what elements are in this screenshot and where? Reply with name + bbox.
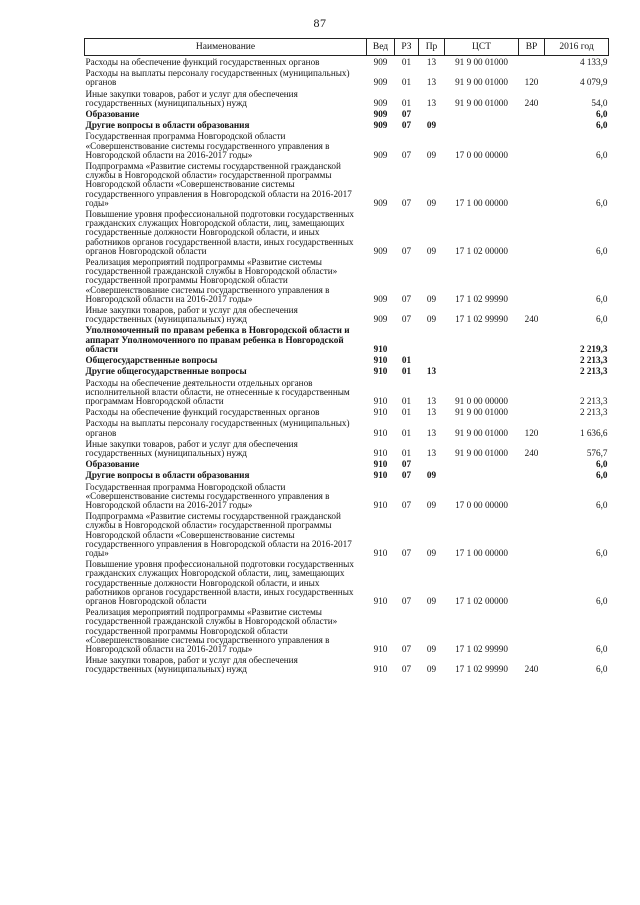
table-row [85,56,609,68]
row-cst: 91 9 00 01000 [455,57,508,67]
row-amount: 6,0 [596,197,608,208]
row-cst: 91 0 00 00000 [455,395,508,406]
row-rz: 01 [401,407,412,418]
row-pr: 13 [426,57,437,67]
row-vr [519,458,545,469]
row-ved: 909 [373,109,388,120]
page-number: 87 [313,16,327,30]
row-rz: 07 [401,459,412,470]
table-row [85,481,609,511]
row-vr [519,256,545,304]
row-ved: 910 [373,643,388,654]
table-row [85,654,609,674]
row-ved: 909 [373,120,388,131]
row-vr: 120 [524,427,539,438]
row-cst: 17 0 00 00000 [455,149,508,160]
row-vr: 240 [524,97,539,108]
table-row [85,438,609,458]
row-rz: 07 [401,664,412,675]
row-rz: 07 [401,314,412,325]
row-pr [419,108,445,119]
row-amount: 6,0 [596,499,608,510]
row-pr: 09 [426,293,437,304]
row-vr [519,510,545,558]
row-ved: 910 [373,407,388,418]
row-name: Расходы на выплаты персоналу государственных (муниципальных) органов [85,68,350,88]
row-rz: 01 [401,57,412,67]
header-amount: 2016 год [545,39,609,56]
row-amount: 6,0 [596,547,608,558]
row-ved: 909 [373,97,388,108]
row-name: Иные закупки товаров, работ и услуг для обеспечения государственных (муниципальных) нужд [85,438,298,458]
table-row [85,354,609,365]
row-pr: 09 [426,595,437,606]
row-cst [445,458,519,469]
header-ved: Вед [367,39,395,56]
row-pr: 09 [426,197,437,208]
row-pr: 13 [426,97,437,108]
row-pr: 13 [426,395,437,406]
row-name: Уполномоченный по правам ребенка в Новгородской области и аппарат Уполномоченного по правам ребенка в Новгородской области [85,325,350,354]
row-rz: 07 [401,109,412,120]
row-pr: 09 [426,547,437,558]
row-amount: 6,0 [596,643,608,654]
row-cst [445,365,519,376]
table-row [85,469,609,480]
row-name: Государственная программа Новгородской области «Совершенствование системы государственного управления в Новгородской области на 2016-2017 годы» [85,481,330,510]
row-ved: 910 [373,470,388,481]
row-vr [519,208,545,256]
header-cst: ЦСТ [445,39,519,56]
row-amount: 6,0 [596,245,608,256]
row-pr: 09 [426,149,437,160]
row-amount: 2 219,3 [579,343,608,354]
row-ved: 910 [373,395,388,406]
row-rz: 07 [401,470,412,481]
table-row [85,88,609,108]
row-vr [519,606,545,654]
row-cst [445,354,519,365]
header-rz: РЗ [395,39,419,56]
row-cst: 91 9 00 01000 [455,407,508,418]
row-cst: 17 0 00 00000 [455,499,508,510]
row-vr: 240 [524,314,539,325]
row-vr [519,377,545,407]
row-ved: 909 [373,245,388,256]
row-rz: 01 [401,395,412,406]
row-name: Расходы на выплаты персоналу государственных (муниципальных) органов [85,418,350,438]
row-cst: 17 1 02 99990 [455,643,508,654]
row-cst: 17 1 02 99990 [455,664,508,675]
row-ved: 909 [373,149,388,160]
row-amount: 2 213,3 [579,395,608,406]
row-name: Реализация мероприятий подпрограммы «Развитие системы государственной гражданской службы в Новгородской области» государственной программы Новгородской области «Совершенствование системы государственного управления в Новгородской области на 2016-2017 годы» [85,607,338,654]
row-amount: 6,0 [596,470,608,481]
row-vr [519,119,545,130]
table-row [85,558,609,606]
row-amount: 6,0 [596,314,608,325]
row-rz: 07 [401,499,412,510]
row-pr: 13 [426,77,437,88]
row-vr [519,406,545,417]
row-cst: 17 1 02 99990 [455,293,508,304]
row-ved: 910 [373,447,388,458]
row-amount: 4 079,9 [579,77,608,88]
row-amount: 54,0 [591,97,608,108]
row-ved: 910 [373,595,388,606]
row-ved: 910 [373,427,388,438]
row-ved: 910 [373,366,388,377]
row-name: Подпрограмма «Развитие системы государственной гражданской службы в Новгородской области» государственной программы Новгородской области «Совершенствование системы государственного управления в Новгородской области на 2016-2017 годы» [85,511,352,558]
table-row [85,256,609,304]
row-vr: 240 [524,447,539,458]
row-rz: 07 [401,120,412,131]
row-pr: 09 [426,245,437,256]
row-rz: 07 [401,293,412,304]
row-pr: 09 [426,470,437,481]
row-cst: 17 1 02 99990 [455,314,508,325]
table-header [85,39,609,56]
table-body [85,56,609,675]
row-rz [395,324,419,354]
table-row [85,417,609,437]
row-amount: 2 213,3 [579,355,608,366]
row-pr [419,324,445,354]
row-rz: 01 [401,77,412,88]
row-name: Расходы на обеспечение функций государственных органов [85,57,320,67]
row-name: Государственная программа Новгородской области «Совершенствование системы государственного управления в Новгородской области на 2016-2017 годы» [85,131,330,160]
row-cst [445,108,519,119]
row-ved: 910 [373,547,388,558]
table-row [85,324,609,354]
row-cst: 17 1 00 00000 [455,547,508,558]
row-name: Образование [85,109,140,120]
row-name: Образование [85,459,140,470]
table-row [85,119,609,130]
row-ved: 909 [373,77,388,88]
row-pr: 13 [426,407,437,418]
row-amount: 4 133,9 [579,57,608,67]
table-row [85,406,609,417]
row-rz: 07 [401,643,412,654]
row-cst: 17 1 00 00000 [455,197,508,208]
row-vr [519,365,545,376]
row-name: Повышение уровня профессиональной подготовки государственных гражданских служащих Новгородской области, лиц, замещающих государственные должности Новгородской области, и иных работников органов государственной власти, иных государственных органов Новгородской области [85,559,354,606]
row-name: Расходы на обеспечение функций государственных органов [85,407,320,418]
row-vr: 240 [524,664,539,675]
header-pr: Пр [419,39,445,56]
table-row [85,108,609,119]
row-amount: 6,0 [596,459,608,470]
table-row [85,130,609,160]
row-pr [419,458,445,469]
row-vr [519,354,545,365]
row-rz: 01 [401,427,412,438]
row-amount: 1 636,6 [579,427,608,438]
budget-table [84,38,609,675]
row-amount: 2 213,3 [579,366,608,377]
header-name: Наименование [85,39,367,56]
row-rz: 01 [401,355,412,366]
row-vr: 120 [524,77,539,88]
row-ved: 909 [373,57,388,67]
row-name: Иные закупки товаров, работ и услуг для обеспечения государственных (муниципальных) нужд [85,655,298,675]
row-vr [519,324,545,354]
row-ved: 910 [373,355,388,366]
table-row [85,208,609,256]
row-amount: 6,0 [596,664,608,675]
row-amount: 6,0 [596,109,608,120]
table-row [85,606,609,654]
table-row [85,510,609,558]
row-amount: 6,0 [596,120,608,131]
row-name: Расходы на обеспечение деятельности отдельных органов исполнительной власти области, не отнесенные к государственным программам Новгородской области [85,377,350,406]
row-pr [419,354,445,365]
row-name: Другие общегосударственные вопросы [85,366,247,377]
row-ved: 910 [373,664,388,675]
row-ved: 910 [373,459,388,470]
row-name: Подпрограмма «Развитие системы государственной гражданской службы в Новгородской области» государственной программы Новгородской области «Совершенствование системы государственного управления в Новгородской области на 2016-2017 годы» [85,161,352,208]
row-pr: 09 [426,643,437,654]
row-cst [445,469,519,480]
row-vr [519,160,545,208]
table-row [85,365,609,376]
row-pr: 09 [426,664,437,675]
row-pr: 13 [426,447,437,458]
table-row [85,304,609,324]
row-ved: 909 [373,197,388,208]
row-pr: 09 [426,499,437,510]
row-name: Реализация мероприятий подпрограммы «Развитие системы государственной гражданской службы в Новгородской области» государственной программы Новгородской области «Совершенствование системы государственного управления в Новгородской области на 2016-2017 годы» [85,257,338,304]
row-cst [445,324,519,354]
table-row [85,377,609,407]
row-rz: 07 [401,595,412,606]
row-rz: 07 [401,547,412,558]
row-cst [445,119,519,130]
table-row [85,160,609,208]
row-cst: 91 9 00 01000 [455,77,508,88]
table-row [85,67,609,87]
row-pr: 13 [426,427,437,438]
row-cst: 91 9 00 01000 [455,427,508,438]
row-cst: 17 1 02 00000 [455,245,508,256]
row-vr [519,469,545,480]
row-amount: 576,7 [586,447,608,458]
row-name: Иные закупки товаров, работ и услуг для обеспечения государственных (муниципальных) нужд [85,88,298,108]
row-vr [519,56,545,68]
row-ved: 909 [373,293,388,304]
row-ved: 910 [373,343,388,354]
table-row [85,458,609,469]
row-cst: 91 9 00 01000 [455,97,508,108]
row-rz: 07 [401,197,412,208]
row-pr: 09 [426,314,437,325]
row-name: Иные закупки товаров, работ и услуг для обеспечения государственных (муниципальных) нужд [85,305,298,325]
row-rz: 01 [401,97,412,108]
row-name: Другие вопросы в области образования [85,120,250,131]
row-rz: 07 [401,149,412,160]
row-rz: 01 [401,447,412,458]
row-vr [519,558,545,606]
header-vr: ВР [519,39,545,56]
row-amount: 6,0 [596,149,608,160]
row-amount: 6,0 [596,595,608,606]
row-vr [519,481,545,511]
row-pr: 09 [426,120,437,131]
row-ved: 909 [373,314,388,325]
row-ved: 910 [373,499,388,510]
row-rz: 01 [401,366,412,377]
row-vr [519,130,545,160]
row-amount: 6,0 [596,293,608,304]
row-name: Другие вопросы в области образования [85,470,250,481]
row-name: Общегосударственные вопросы [85,355,218,366]
row-rz: 07 [401,245,412,256]
row-name: Повышение уровня профессиональной подготовки государственных гражданских служащих Новгородской области, лиц, замещающих государственные должности Новгородской области, и иных работников органов государственной власти, иных государственных органов Новгородской области [85,209,354,256]
row-vr [519,108,545,119]
row-cst: 91 9 00 01000 [455,447,508,458]
row-amount: 2 213,3 [579,407,608,418]
row-pr: 13 [426,366,437,377]
row-cst: 17 1 02 00000 [455,595,508,606]
